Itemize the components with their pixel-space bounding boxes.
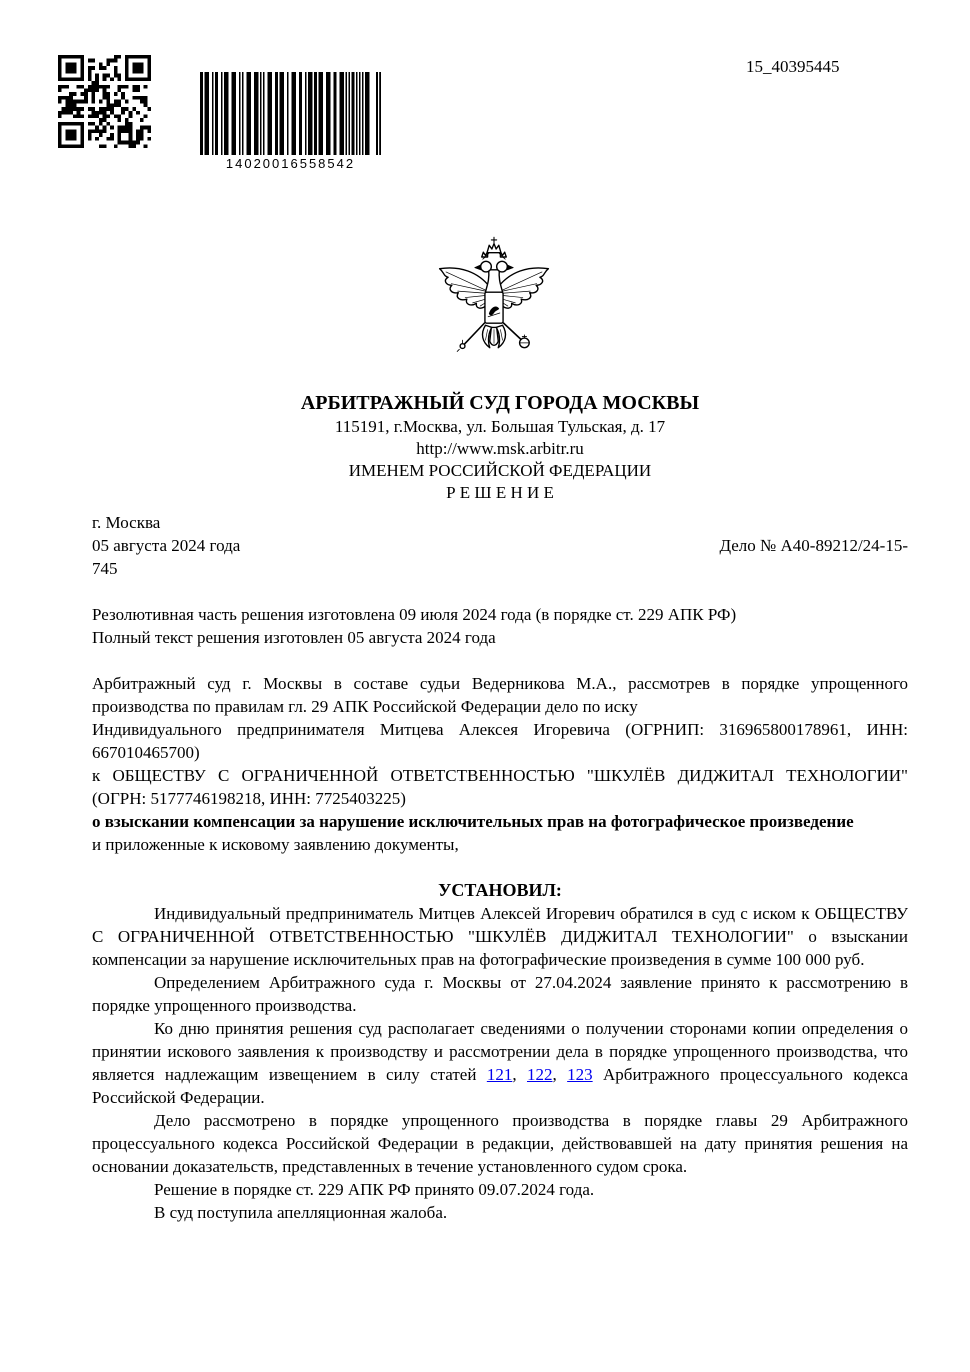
link-article-122[interactable]: 122	[526, 1065, 553, 1084]
qr-code-icon	[58, 55, 151, 148]
document-number: 15_40395445	[746, 57, 840, 76]
link-article-123[interactable]: 123	[567, 1065, 593, 1084]
document-top-area	[0, 0, 970, 388]
resolutive-part-line: Резолютивная часть решения изготовлена 09 июля 2024 года (в порядке ст. 229 АПК РФ)	[92, 605, 737, 624]
document-header	[92, 390, 908, 504]
paragraph-decision-date: Решение в порядке ст. 229 АПК РФ принято 09.07.2024 года.	[154, 1180, 595, 1199]
link-article-121[interactable]: 121	[486, 1065, 513, 1084]
link-separator: ,	[552, 1065, 568, 1084]
notification-text-before: Ко дню принятия решения суд располагает сведениями о получении сторонами копии определения о принятии искового заявления к производству и рассмотрении дела в порядке упрощенного производства, что является надлежащим извещением в силу статей	[92, 1019, 908, 1084]
case-number-line1: Дело № А40-89212/24-15-	[719, 536, 908, 555]
court-address: 115191, г.Москва, ул. Большая Тульская, д. 17	[334, 417, 666, 436]
paragraph-claim-filed: Индивидуальный предприниматель Митцев Алексей Игоревич обратился в суд с иском к ОБЩЕСТВУ С ОГРАНИЧЕННОЙ ОТВЕТСТВЕННОСТЬЮ "ШКУЛЁВ ДИДЖИТАЛ ТЕХНОЛОГИИ" о взыскании компенсации за нарушение исключительных прав на фотографические произведения в сумме 100 000 руб.	[92, 904, 908, 969]
document-body	[0, 390, 970, 1224]
paragraph-claim-subject: о взыскании компенсации за нарушение исключительных прав на фотографическое произведение	[92, 812, 854, 831]
barcode-number: 14020016558542	[225, 156, 356, 171]
paragraph-simplified-procedure: Дело рассмотрено в порядке упрощенного производства в порядке главы 29 Арбитражного процессуального кодекса Российской Федерации в редакции, действовавшей на дату принятия решения на основании доказательств, представленных в течение установленного судом срока.	[92, 1111, 908, 1176]
paragraph-attachments: и приложенные к исковому заявлению документы,	[92, 835, 459, 854]
case-date: 05 августа 2024 года	[92, 536, 241, 555]
paragraph-ruling-accepted: Определением Арбитражного суда г. Москвы от 27.04.2024 заявление принято к рассмотрению в порядке упрощенного производства.	[92, 973, 908, 1015]
case-number-line2: 745	[92, 559, 118, 578]
court-website: http://www.msk.arbitr.ru	[416, 439, 584, 458]
full-text-line: Полный текст решения изготовлен 05 августа 2024 года	[92, 628, 496, 647]
established-heading: УСТАНОВИЛ:	[438, 880, 562, 900]
paragraph-notification	[92, 1017, 908, 1109]
paragraph-appeal-received: В суд поступила апелляционная жалоба.	[154, 1203, 448, 1222]
court-name: АРБИТРАЖНЫЙ СУД ГОРОДА МОСКВЫ	[300, 392, 700, 414]
case-info-block	[92, 511, 908, 580]
paragraph-plaintiff: Индивидуального предпринимателя Митцева Алексея Игоревича (ОГРНИП: 316965800178961, ИНН: 667010465700)	[92, 720, 908, 762]
in-the-name-line: ИМЕНЕМ РОССИЙСКОЙ ФЕДЕРАЦИИ	[348, 461, 652, 480]
paragraph-defendant: к ОБЩЕСТВУ С ОГРАНИЧЕННОЙ ОТВЕТСТВЕННОСТЬЮ "ШКУЛЁВ ДИДЖИТАЛ ТЕХНОЛОГИИ" (ОГРН: 5177746198218, ИНН: 7725403225)	[92, 766, 908, 808]
decision-title: Р Е Ш Е Н И Е	[446, 483, 554, 502]
notification-text-after: Арбитражного процессуального кодекса Российской Федерации.	[92, 1065, 909, 1107]
case-city: г. Москва	[92, 513, 161, 532]
link-separator: ,	[512, 1065, 527, 1084]
russia-coat-of-arms-icon	[430, 234, 558, 376]
barcode-block	[200, 72, 381, 171]
paragraph-court-composition: Арбитражный суд г. Москвы в составе судьи Ведерникова М.А., рассмотрев в порядке упрощенного производства по правилам гл. 29 АПК Российской Федерации дело по иску	[92, 674, 908, 716]
barcode-icon	[200, 72, 381, 155]
